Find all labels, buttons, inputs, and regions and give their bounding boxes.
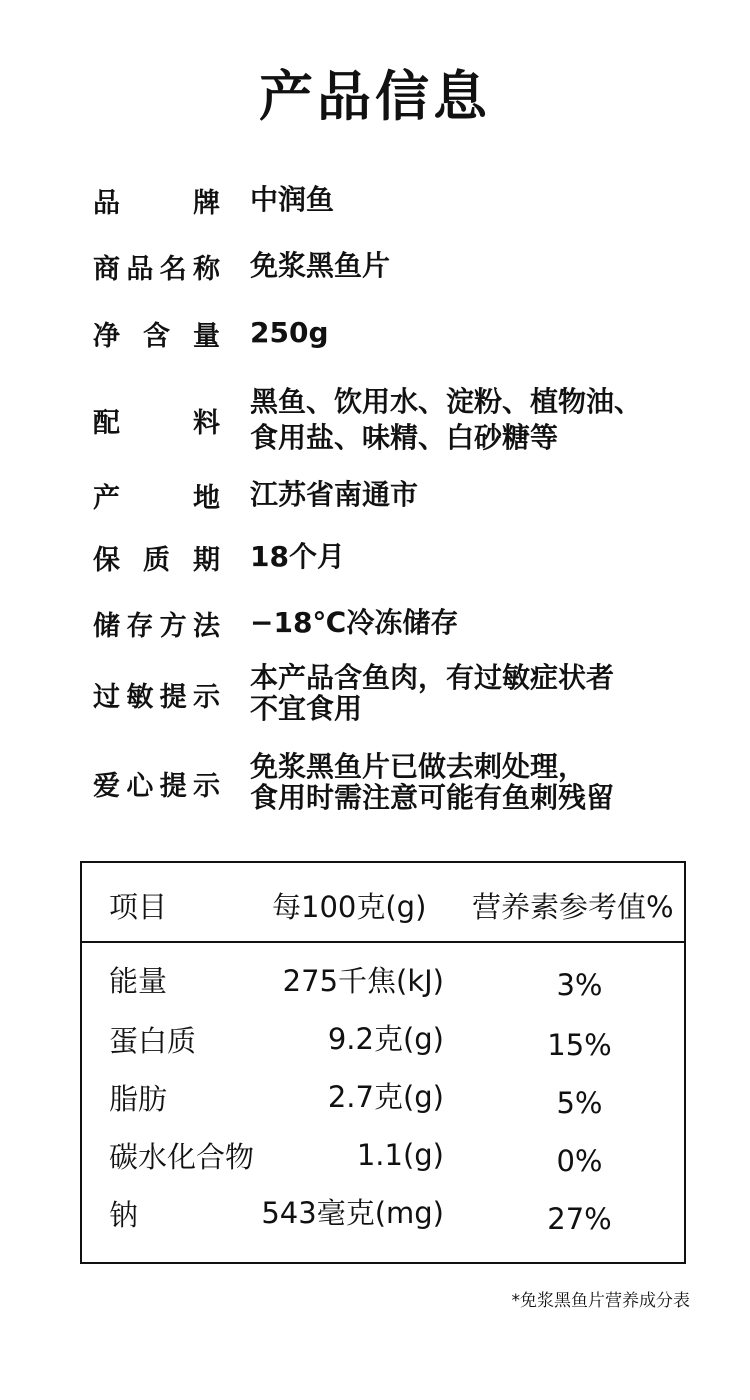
table-footnote: *免浆黑鱼片营养成分表: [511, 1291, 690, 1311]
info-label: 爱 心 提 示: [93, 770, 220, 802]
table-header-nrv: 营养素参考值%: [472, 890, 674, 924]
info-label: 品 牌: [93, 187, 220, 219]
page-title: 产品信息: [259, 65, 491, 128]
table-header-per-100g: 每100克(g): [272, 890, 427, 924]
info-value: 黑鱼、饮用水、淀粉、植物油、 食用盐、味精、白砂糖等: [250, 385, 643, 454]
info-value: 免浆黑鱼片已做去刺处理， 食用时需注意可能有鱼刺残留: [250, 750, 615, 814]
info-label: 过 敏 提 示: [93, 681, 220, 713]
info-label: 产 地: [93, 482, 220, 514]
info-value: 免浆黑鱼片: [250, 249, 391, 282]
info-value: 本产品含鱼肉，有过敏症状者 不宜食用: [250, 661, 615, 725]
info-value: 250g: [250, 316, 329, 349]
table-header-divider: [82, 941, 684, 943]
table-header-item: 项目: [109, 890, 168, 924]
info-value: 18个月: [250, 540, 345, 573]
info-label: 保 质 期: [93, 544, 220, 576]
info-label: 商 品 名 称: [93, 253, 220, 285]
nutrition-table: 项目 每100克(g) 营养素参考值% 能量 275千焦(kJ) 3% 蛋白质 9.2克(g) 15% 脂肪 2.7克(g) 5% 碳水化合物 1.1(g) 0% 钠 543毫克(mg) 27%: [80, 861, 686, 1264]
info-value: 江苏省南通市: [250, 478, 419, 511]
info-value: −18℃冷冻储存: [250, 606, 459, 639]
info-label: 配 料: [93, 407, 220, 439]
info-label: 净 含 量: [93, 320, 220, 352]
info-value: 中润鱼: [250, 183, 335, 216]
info-label: 储 存 方 法: [93, 610, 220, 642]
